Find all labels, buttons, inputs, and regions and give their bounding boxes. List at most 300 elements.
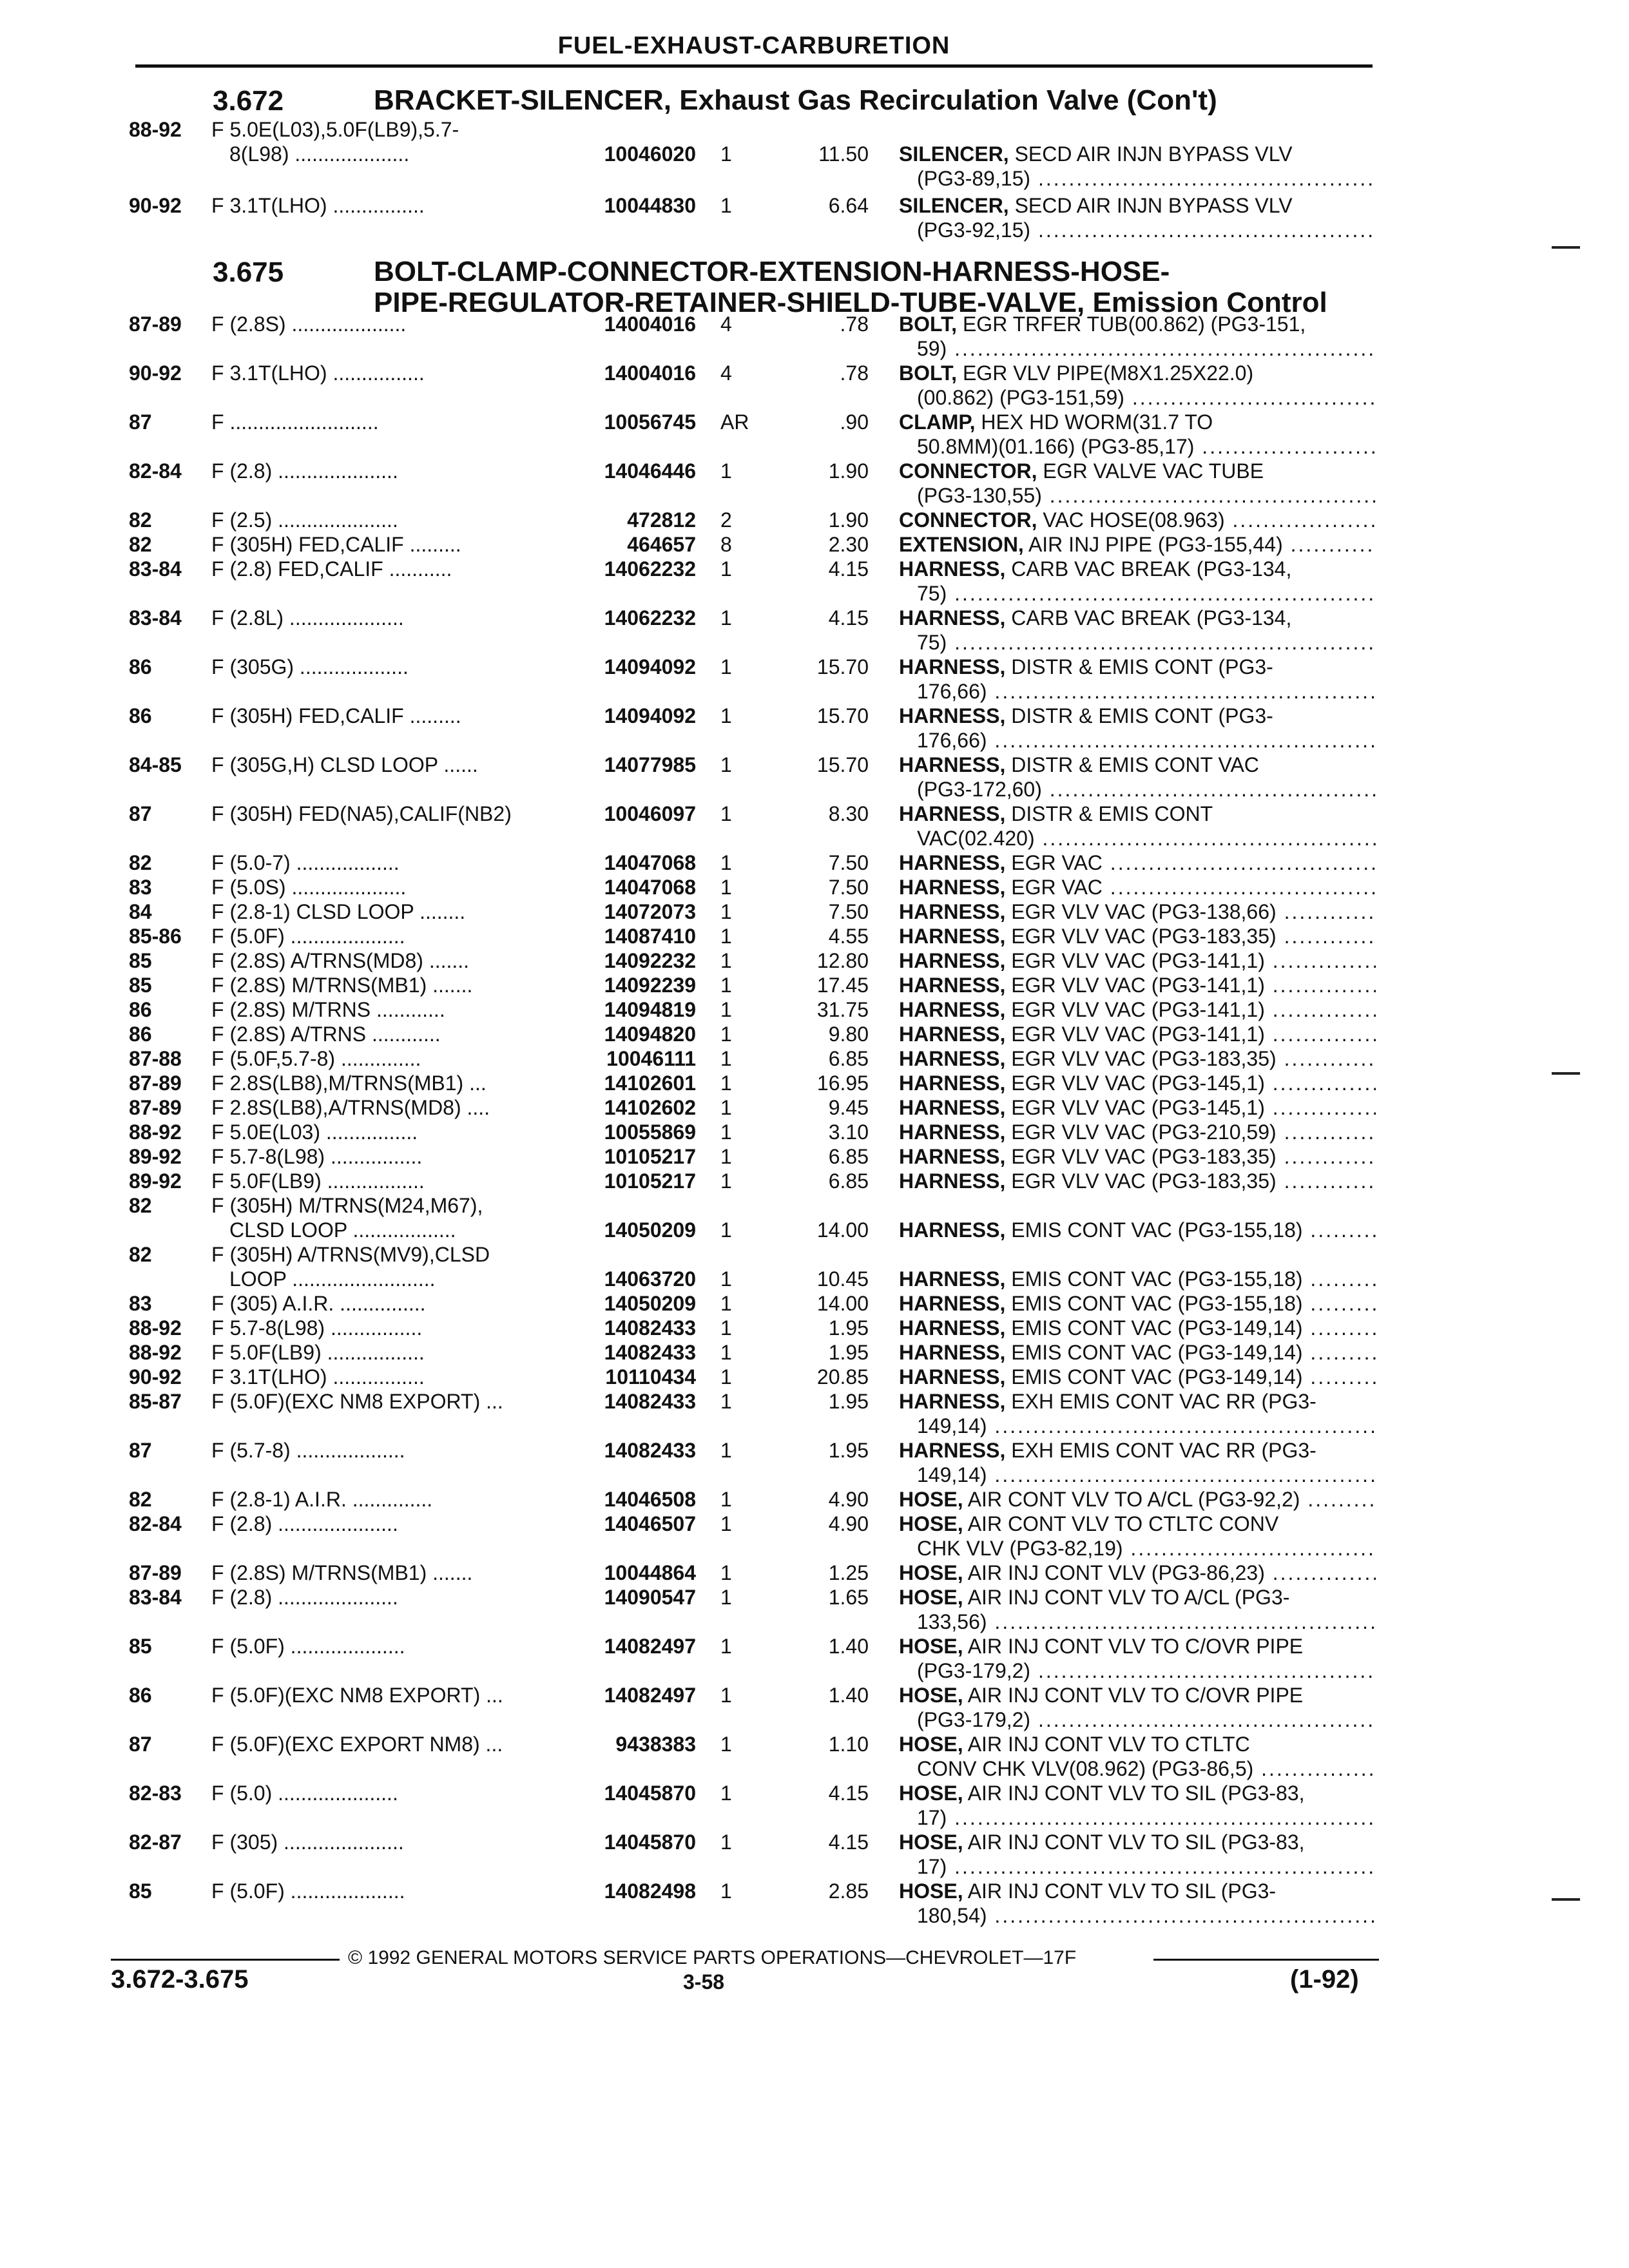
quantity: 1 [720,949,732,972]
part-name-keyword: HARNESS, [899,876,1006,899]
part-name-text: AIR CONT VLV TO CTLTC CONV [967,1512,1279,1535]
model-years: 89-92 [129,1145,182,1168]
part-name-keyword: HARNESS, [899,1390,1006,1413]
quantity: 1 [720,1635,732,1658]
revision-date: (1-92) [1290,1965,1359,1994]
part-name [899,1879,1376,1928]
model-years: 82 [129,851,152,874]
copyright-notice: © 1992 GENERAL MOTORS SERVICE PARTS OPERATIONS—CHEVROLET—17F [348,1947,1077,1968]
part-number: 14102602 [604,1096,696,1119]
part-name-text: CARB VAC BREAK (PG3-134, [1011,606,1292,629]
part-name [899,312,1376,361]
quantity: 1 [720,1267,732,1291]
quantity: 1 [720,1096,732,1119]
part-name [899,1365,1376,1389]
part-name-keyword: HARNESS, [899,1145,1006,1168]
price: 4.90 [828,1488,869,1511]
price: 1.40 [828,1635,869,1658]
part-number: 10046020 [604,142,696,166]
page-number: 3-58 [683,1970,725,1994]
model-years: 86 [129,1023,152,1046]
part-name-keyword: HOSE, [899,1733,963,1756]
part-name [899,606,1376,655]
model-years: 84 [129,900,152,923]
part-name-line: CONV CHK VLV(08.962) (PG3-86,5) ..... [899,1756,1376,1781]
part-name [899,557,1376,606]
part-number: 14082497 [604,1684,696,1707]
price: .78 [840,361,869,385]
part-name-keyword: HARNESS, [899,1292,1006,1315]
footer-rule-right [1153,1959,1379,1961]
price: 16.95 [816,1072,869,1095]
part-number: 14077985 [604,753,696,776]
part-number: 14082433 [604,1439,696,1462]
price: 31.75 [816,998,869,1021]
part-name-keyword: HARNESS, [899,655,1006,678]
part-name-line [899,753,1376,777]
part-name-keyword: HARNESS, [899,1316,1006,1340]
model-years: 82-87 [129,1831,182,1854]
part-name-line: 176,66) ..... [899,728,1376,753]
part-name [899,1316,1376,1340]
quantity: 1 [720,557,732,581]
part-name-keyword: CLAMP, [899,410,976,434]
part-name-line: (PG3-179,2) ..... [899,1707,1376,1732]
application-line: F .......................... [211,410,379,434]
application-line: F (2.5) ..................... [211,508,398,532]
part-name [899,1267,1376,1291]
part-name [899,1095,1376,1120]
part-name [899,459,1376,508]
application-line: F 5.7-8(L98) ................ [211,1145,423,1168]
quantity: 2 [720,508,732,532]
part-number: 14004016 [604,361,696,385]
quantity: 1 [720,1684,732,1707]
quantity: 1 [720,704,732,727]
part-name-line [899,1046,1376,1071]
quantity: 1 [720,142,732,166]
quantity: 1 [720,1831,732,1854]
application-line: F (2.8S) A/TRNS ............ [211,1023,441,1046]
section-range: 3.672-3.675 [111,1965,249,1994]
model-years: 82-83 [129,1782,182,1805]
quantity: 1 [720,1879,732,1903]
part-name [899,410,1376,459]
part-name-text: EGR TRFER TUB(00.862) (PG3-151, [962,312,1306,336]
application-line: F 5.0E(L03) ................ [211,1120,418,1144]
part-name-line [899,459,1376,483]
quantity: 1 [720,1120,732,1144]
application-line: F (2.8) ..................... [211,1512,398,1535]
part-name-text: EMIS CONT VAC (PG3-149,14) [1011,1365,1303,1389]
part-name-line [899,948,1376,973]
part-number: 10046111 [606,1047,696,1070]
quantity: 1 [720,1145,732,1168]
section-title: BRACKET-SILENCER, Exhaust Gas Recirculation Valve (Con't) [374,84,1217,116]
quantity: 1 [720,1365,732,1389]
part-name-keyword: HARNESS, [899,1072,1006,1095]
part-name-line [899,1267,1376,1291]
part-number: 14046508 [604,1488,696,1511]
part-name-text: AIR INJ CONT VLV TO C/OVR PIPE [967,1684,1304,1707]
part-name-text: EGR VLV VAC (PG3-210,59) [1011,1120,1277,1144]
part-name [899,1340,1376,1365]
part-name-line [899,1879,1376,1903]
application-line: F (5.0S) .................... [211,876,407,899]
price: 1.10 [828,1733,869,1756]
part-name-line [899,850,1376,875]
part-name-keyword: HOSE, [899,1782,963,1805]
part-name-text: AIR INJ PIPE (PG3-155,44) [1028,533,1283,556]
part-name-text: EGR VLV VAC (PG3-183,35) [1011,1047,1277,1070]
application-line: F (305H) M/TRNS(M24,M67), [211,1194,483,1217]
price: 2.30 [828,533,869,556]
application-line: F (5.0F) .................... [211,1635,405,1658]
model-years: 85 [129,974,152,997]
part-name [899,924,1376,948]
part-name-line: (PG3-92,15) ..... [899,218,1376,242]
price: 8.30 [828,802,869,825]
quantity: 4 [720,312,732,336]
part-name [899,1046,1376,1071]
part-name-line [899,1830,1376,1854]
price: 1.25 [828,1561,869,1584]
quantity: 1 [720,1023,732,1046]
price: 6.85 [828,1169,869,1193]
part-name-text: DISTR & EMIS CONT VAC [1011,753,1259,776]
part-name-line [899,1732,1376,1756]
part-name [899,1781,1376,1830]
part-name-keyword: HARNESS, [899,1047,1006,1070]
model-years: 85-87 [129,1390,182,1413]
part-name-keyword: HARNESS, [899,949,1006,972]
margin-mark [1552,246,1580,249]
application-line: F (305) A.I.R. ............... [211,1292,426,1315]
application-line: F (2.8-1) CLSD LOOP ........ [211,900,466,923]
part-name-text: EGR VALVE VAC TUBE [1043,459,1264,483]
price: 15.70 [816,655,869,678]
part-name [899,508,1376,532]
part-name-line: CHK VLV (PG3-82,19) ..... [899,1536,1376,1561]
part-name [899,1389,1376,1438]
quantity: 1 [720,459,732,483]
part-name-line: 180,54) ..... [899,1903,1376,1928]
part-name-line: 17) ..... [899,1854,1376,1879]
quantity: 1 [720,1316,732,1340]
part-name-line [899,1512,1376,1536]
part-name-line: (PG3-179,2) ..... [899,1658,1376,1683]
part-name-text: EGR VAC [1011,851,1103,874]
part-name-line [899,655,1376,679]
part-name [899,875,1376,899]
part-name-keyword: HARNESS, [899,1341,1006,1364]
quantity: 1 [720,194,732,217]
model-years: 88-92 [129,1120,182,1144]
part-name [899,997,1376,1022]
part-name-text: EGR VLV VAC (PG3-141,1) [1011,1023,1265,1046]
part-name-keyword: HOSE, [899,1831,963,1854]
model-years: 82 [129,1243,152,1266]
part-name-line [899,802,1376,826]
part-name [899,1169,1376,1193]
part-name-text: AIR INJ CONT VLV TO A/CL (PG3- [967,1586,1290,1609]
part-number: 14050209 [604,1218,696,1242]
quantity: 1 [720,606,732,629]
part-name-text: EGR VLV VAC (PG3-183,35) [1011,925,1277,948]
quantity: 1 [720,1390,732,1413]
part-name-line: 133,56) ..... [899,1610,1376,1634]
quantity: 1 [720,925,732,948]
model-years: 87 [129,802,152,825]
part-name [899,655,1376,704]
quantity: 1 [720,1488,732,1511]
price: 17.45 [816,974,869,997]
part-number: 14094820 [604,1023,696,1046]
part-name [899,1071,1376,1095]
quantity: 1 [720,974,732,997]
quantity: AR [720,410,749,434]
part-name-line: 176,66) ..... [899,679,1376,704]
model-years: 87-89 [129,1096,182,1119]
part-name-line [899,1634,1376,1658]
quantity: 8 [720,533,732,556]
part-name-keyword: SILENCER, [899,142,1009,166]
part-name-keyword: SILENCER, [899,194,1009,217]
model-years: 82-84 [129,1512,182,1535]
part-name-text: EXH EMIS CONT VAC RR (PG3- [1011,1439,1316,1462]
application-line: F (5.0F) .................... [211,1879,405,1903]
price: 7.50 [828,900,869,923]
quantity: 1 [720,876,732,899]
price: .78 [840,312,869,336]
application-line: F (305G,H) CLSD LOOP ...... [211,753,478,776]
application-line: F (2.8S) M/TRNS(MB1) ....... [211,1561,473,1584]
quantity: 1 [720,1292,732,1315]
part-name-text: AIR INJ CONT VLV TO SIL (PG3-83, [967,1831,1305,1854]
application-line: F (2.8-1) A.I.R. .............. [211,1488,433,1511]
page-title: FUEL-EXHAUST-CARBURETION [557,32,950,59]
part-name-line: (PG3-89,15) ..... [899,166,1376,191]
price: 9.45 [828,1096,869,1119]
part-name-line [899,1438,1376,1463]
part-name-line [899,1291,1376,1316]
part-name [899,850,1376,875]
part-name-line [899,704,1376,728]
part-name [899,802,1376,850]
part-name-line: (00.862) (PG3-151,59) ..... [899,385,1376,410]
model-years: 83-84 [129,1586,182,1609]
part-number: 14045870 [604,1831,696,1854]
part-number: 14094092 [604,704,696,727]
part-number: 14092239 [604,974,696,997]
price: 1.90 [828,508,869,532]
part-name-text: EXH EMIS CONT VAC RR (PG3- [1011,1390,1316,1413]
part-name-keyword: HOSE, [899,1512,963,1535]
part-name [899,1022,1376,1046]
model-years: 87-88 [129,1047,182,1070]
price: 14.00 [816,1292,869,1315]
part-name-text: AIR CONT VLV TO A/CL (PG3-92,2) [967,1488,1300,1511]
application-line: F (305H) A/TRNS(MV9),CLSD [211,1243,490,1266]
part-name [899,704,1376,753]
quantity: 1 [720,1169,732,1193]
part-name [899,1634,1376,1683]
part-name-line [899,1095,1376,1120]
part-name-text: EGR VLV VAC (PG3-183,35) [1011,1169,1277,1193]
part-name-line: 75) ..... [899,581,1376,606]
part-name-keyword: CONNECTOR, [899,459,1037,483]
part-name-line [899,1316,1376,1340]
part-number: 14082498 [604,1879,696,1903]
model-years: 88-92 [129,1341,182,1364]
part-name-line [899,1120,1376,1144]
price: 4.15 [828,557,869,581]
price: 1.95 [828,1341,869,1364]
part-name-text: DISTR & EMIS CONT (PG3- [1011,704,1273,727]
price: 15.70 [816,753,869,776]
part-name-line [899,1487,1376,1512]
application-line: F 3.1T(LHO) ................ [211,194,425,217]
part-number: 10044864 [604,1561,696,1584]
part-name-keyword: HARNESS, [899,974,1006,997]
part-name-line [899,997,1376,1022]
part-name-text: EMIS CONT VAC (PG3-149,14) [1011,1341,1303,1364]
part-name-line [899,924,1376,948]
part-number: 10110434 [605,1365,696,1389]
margin-mark [1552,1898,1580,1901]
part-name-text: AIR INJ CONT VLV TO SIL (PG3- [967,1879,1277,1903]
price: 6.85 [828,1145,869,1168]
application-line: F (305H) FED(NA5),CALIF(NB2) [211,802,512,825]
part-name [899,899,1376,924]
model-years: 87-89 [129,1072,182,1095]
model-years: 90-92 [129,1365,182,1389]
section-title-line2: PIPE-REGULATOR-RETAINER-SHIELD-TUBE-VALVE, Emission Control [374,287,1327,318]
application-line: F (2.8) ..................... [211,459,398,483]
price: 4.15 [828,1782,869,1805]
price: 1.95 [828,1316,869,1340]
part-name-line [899,532,1376,557]
model-years: 82 [129,1488,152,1511]
part-number: 10056745 [604,410,696,434]
part-name [899,1830,1376,1879]
application-line: F (2.8) ..................... [211,1586,398,1609]
part-number: 9438383 [615,1733,696,1756]
application-line: F (5.0F)(EXC NM8 EXPORT) ... [211,1390,503,1413]
part-name-line [899,557,1376,581]
part-name-line [899,973,1376,997]
application-line: F 5.7-8(L98) ................ [211,1316,423,1340]
part-name-line [899,606,1376,630]
part-name-text: CARB VAC BREAK (PG3-134, [1011,557,1292,581]
part-number: 10046097 [604,802,696,825]
part-number: 472812 [627,508,696,532]
price: 20.85 [816,1365,869,1389]
part-name-line [899,1561,1376,1585]
part-name-line: 50.8MM)(01.166) (PG3-85,17) ..... [899,434,1376,459]
model-years: 82-84 [129,459,182,483]
model-years: 84-85 [129,753,182,776]
part-name-line: 149,14) ..... [899,1414,1376,1438]
part-name-text: DISTR & EMIS CONT [1011,802,1213,825]
part-name-text: EGR VLV VAC (PG3-183,35) [1011,1145,1277,1168]
part-number: 10044830 [604,194,696,217]
part-name [899,1732,1376,1781]
part-number: 14050209 [604,1292,696,1315]
model-years: 87 [129,410,152,434]
part-name-keyword: HOSE, [899,1684,963,1707]
price: 4.90 [828,1512,869,1535]
model-years: 90-92 [129,361,182,385]
part-name [899,1120,1376,1144]
part-number: 14094092 [604,655,696,678]
section-number: 3.672 [213,85,284,117]
price: 12.80 [816,949,869,972]
part-name-line [899,1022,1376,1046]
part-name [899,361,1376,410]
part-name-text: EGR VLV PIPE(M8X1.25X22.0) [962,361,1254,385]
part-name-text: EGR VLV VAC (PG3-138,66) [1011,900,1277,923]
section-title-line1: BOLT-CLAMP-CONNECTOR-EXTENSION-HARNESS-HOSE- [374,256,1170,287]
part-name-text: EMIS CONT VAC (PG3-155,18) [1011,1292,1303,1315]
part-number: 14090547 [604,1586,696,1609]
part-name [899,948,1376,973]
part-name-text: EMIS CONT VAC (PG3-155,18) [1011,1267,1303,1291]
part-number: 14062232 [604,606,696,629]
part-name-keyword: HARNESS, [899,802,1006,825]
price: 7.50 [828,851,869,874]
part-name-keyword: HARNESS, [899,606,1006,629]
part-name-keyword: HARNESS, [899,998,1006,1021]
part-name [899,1218,1376,1242]
model-years: 82 [129,1194,152,1217]
part-name-keyword: HARNESS, [899,1023,1006,1046]
model-years: 87 [129,1439,152,1462]
application-line: F 3.1T(LHO) ................ [211,1365,425,1389]
application-line: F (5.0F)(EXC EXPORT NM8) ... [211,1733,503,1756]
part-number: 10055869 [604,1120,696,1144]
price: 6.85 [828,1047,869,1070]
part-number: 464657 [627,533,696,556]
part-name-keyword: HARNESS, [899,1096,1006,1119]
model-years: 86 [129,655,152,678]
part-name-text: EGR VLV VAC (PG3-141,1) [1011,949,1265,972]
part-name-keyword: HARNESS, [899,851,1006,874]
model-years: 90-92 [129,194,182,217]
application-line: F (305G) ................... [211,655,409,678]
part-number: 14046507 [604,1512,696,1535]
model-years: 83 [129,1292,152,1315]
quantity: 1 [720,1341,732,1364]
quantity: 1 [720,655,732,678]
part-name-line [899,1683,1376,1707]
part-name-line [899,1144,1376,1169]
part-name [899,1438,1376,1487]
part-name-text: HEX HD WORM(31.7 TO [981,410,1213,434]
part-name-line: (PG3-130,55) ..... [899,483,1376,508]
part-name-keyword: HARNESS, [899,1169,1006,1193]
part-name-keyword: BOLT, [899,312,958,336]
part-name-line [899,1169,1376,1193]
price: 2.85 [828,1879,869,1903]
part-name-keyword: HARNESS, [899,1267,1006,1291]
model-years: 85 [129,1879,152,1903]
part-name-line: 149,14) ..... [899,1463,1376,1487]
footer-rule-left [111,1959,340,1961]
model-years: 85-86 [129,925,182,948]
part-name-line [899,361,1376,385]
part-number: 14045870 [604,1782,696,1805]
